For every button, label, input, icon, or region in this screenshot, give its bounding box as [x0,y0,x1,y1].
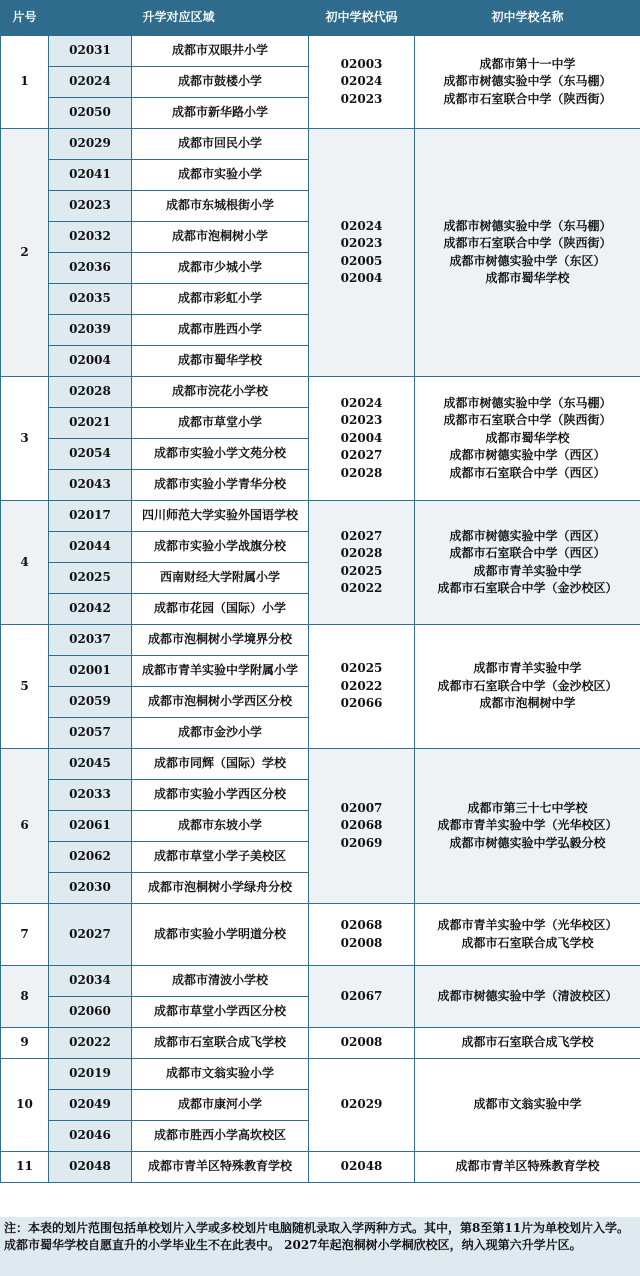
primary-school-name: 成都市双眼井小学 [132,36,309,67]
middle-school-code: 02005 [340,253,383,268]
middle-school-code: 02023 [340,236,383,250]
primary-school-code: 02044 [49,532,132,563]
primary-school-code: 02045 [49,749,132,780]
primary-school-name: 成都市康河小学 [132,1090,309,1121]
middle-school-code: 02008 [340,1035,383,1050]
table-row [1,1028,640,1059]
primary-school-code: 02024 [49,67,132,98]
middle-school-name: 成都市蜀华学校 [485,430,570,445]
primary-school-code: 02033 [49,780,132,811]
middle-school-code: 02007 [340,800,383,815]
primary-school-code: 02062 [49,842,132,873]
middle-school-code: 02024 [340,74,383,89]
primary-school-code: 02031 [49,36,132,67]
primary-school-name: 成都市东坡小学 [132,811,309,842]
middle-school-code: 02008 [340,935,383,950]
primary-school-code: 02034 [49,966,132,997]
middle-school-codes [309,501,415,625]
middle-school-names [415,501,640,625]
primary-school-name: 成都市浣花小学校 [132,377,309,408]
middle-school-codes [309,1152,415,1183]
primary-school-code: 02029 [49,129,132,160]
primary-school-name: 成都市石室联合成飞学校 [132,1028,309,1059]
primary-school-code: 02060 [49,997,132,1028]
primary-school-name: 成都市彩虹小学 [132,284,309,315]
table-row [1,129,640,160]
primary-school-name: 成都市文翁实验小学 [132,1059,309,1090]
primary-school-name: 成都市胜西小学 [132,315,309,346]
primary-school-code: 02046 [49,1121,132,1152]
middle-school-name: 成都市树德实验中学（东马棚） [443,218,612,233]
middle-school-name: 成都市树德实验中学（东区） [449,253,606,268]
middle-school-code: 02068 [340,918,383,932]
primary-school-code: 02028 [49,377,132,408]
middle-school-code: 02066 [340,696,383,711]
middle-school-code: 02028 [340,465,383,480]
primary-school-name: 西南财经大学附属小学 [132,563,309,594]
primary-school-name: 成都市实验小学青华分校 [132,470,309,501]
middle-school-codes [309,749,415,904]
primary-school-name: 成都市草堂小学子美校区 [132,842,309,873]
table-row [1,36,640,67]
primary-school-code: 02041 [49,160,132,191]
middle-school-names [415,625,640,749]
middle-school-code: 02022 [340,678,383,693]
middle-school-codes [309,36,415,129]
primary-school-name: 成都市实验小学西区分校 [132,780,309,811]
primary-school-code: 02021 [49,408,132,439]
header-middle-code: 初中学校代码 [309,1,415,36]
middle-school-codes [309,377,415,501]
primary-school-name: 成都市草堂小学西区分校 [132,997,309,1028]
table-row [1,501,640,532]
primary-school-code: 02030 [49,873,132,904]
middle-school-code: 02029 [340,1097,383,1112]
middle-school-names [415,1028,640,1059]
middle-school-name: 成都市树德实验中学（清波校区） [437,988,618,1003]
middle-school-name: 成都市第十一中学 [479,56,576,71]
primary-school-name: 成都市东城根街小学 [132,191,309,222]
primary-school-code: 02037 [49,625,132,656]
middle-school-names [415,904,640,966]
primary-school-name: 成都市实验小学文苑分校 [132,439,309,470]
primary-school-name: 成都市金沙小学 [132,718,309,749]
middle-school-name: 成都市树德实验中学（西区） [449,528,606,543]
middle-school-name: 成都市青羊实验中学 [473,661,582,676]
primary-school-name: 成都市胜西小学高坎校区 [132,1121,309,1152]
middle-school-name: 成都市石室联合成飞学校 [461,1035,594,1050]
middle-school-name: 成都市泡桐树中学 [479,696,576,711]
table-header-row [1,1,640,36]
middle-school-code: 02024 [340,395,383,410]
middle-school-code: 02023 [340,91,383,106]
middle-school-names [415,1152,640,1183]
zone-number: 3 [1,377,49,501]
zone-number: 5 [1,625,49,749]
middle-school-name: 成都市石室联合中学（陕西街） [443,413,612,428]
middle-school-code: 02069 [340,835,383,850]
zone-number: 2 [1,129,49,377]
middle-school-code: 02004 [340,430,383,445]
middle-school-name: 成都市石室联合中学（金沙校区） [437,581,618,595]
primary-school-name: 成都市实验小学 [132,160,309,191]
middle-school-code: 02003 [340,56,383,71]
middle-school-name: 成都市青羊实验中学 [473,563,582,578]
middle-school-name: 成都市石室联合中学（陕西街） [443,91,612,106]
primary-school-code: 02050 [49,98,132,129]
middle-school-code: 02025 [340,661,383,676]
primary-school-code: 02023 [49,191,132,222]
table-row [1,377,640,408]
middle-school-codes [309,129,415,377]
header-zone-number: 片号 [1,1,49,36]
primary-school-code: 02042 [49,594,132,625]
middle-school-name: 成都市石室联合中学（西区） [449,546,606,560]
middle-school-codes [309,1028,415,1059]
zone-number: 4 [1,501,49,625]
middle-school-name: 成都市青羊实验中学（光华校区） [437,818,618,833]
middle-school-name: 成都市树德实验中学（西区） [449,448,606,463]
primary-school-code: 02057 [49,718,132,749]
middle-school-name: 成都市蜀华学校 [485,271,570,285]
primary-school-name: 成都市青羊实验中学附属小学 [132,656,309,687]
middle-school-names [415,36,640,129]
middle-school-names [415,1059,640,1152]
middle-school-code: 02023 [340,413,383,428]
middle-school-name: 成都市石室联合中学（金沙校区） [437,678,618,693]
middle-school-code: 02004 [340,271,383,285]
middle-school-code: 02025 [340,563,383,578]
middle-school-codes [309,625,415,749]
middle-school-names [415,377,640,501]
primary-school-code: 02027 [49,904,132,966]
primary-school-name: 成都市青羊区特殊教育学校 [132,1152,309,1183]
middle-school-names [415,749,640,904]
zone-number: 7 [1,904,49,966]
primary-school-code: 02035 [49,284,132,315]
middle-school-code: 02067 [340,988,383,1003]
primary-school-name: 成都市泡桐树小学绿舟分校 [132,873,309,904]
primary-school-code: 02036 [49,253,132,284]
primary-school-name: 成都市蜀华学校 [132,346,309,377]
middle-school-code: 02022 [340,581,383,595]
middle-school-name: 成都市青羊实验中学（光华校区） [437,918,618,932]
middle-school-names [415,129,640,377]
primary-school-name: 四川师范大学实验外国语学校 [132,501,309,532]
primary-school-code: 02017 [49,501,132,532]
header-middle-name: 初中学校名称 [415,1,640,36]
header-primary-area: 升学对应区域 [49,1,309,36]
zone-number: 9 [1,1028,49,1059]
primary-school-code: 02025 [49,563,132,594]
primary-school-code: 02001 [49,656,132,687]
primary-school-name: 成都市花园（国际）小学 [132,594,309,625]
primary-school-name: 成都市草堂小学 [132,408,309,439]
table-row [1,904,640,966]
table-row [1,966,640,997]
primary-school-code: 02004 [49,346,132,377]
middle-school-code: 02024 [340,218,383,233]
middle-school-codes [309,1059,415,1152]
primary-school-code: 02039 [49,315,132,346]
primary-school-name: 成都市泡桐树小学西区分校 [132,687,309,718]
middle-school-name: 成都市树德实验中学（东马棚） [443,74,612,89]
middle-school-names [415,966,640,1028]
primary-school-name: 成都市新华路小学 [132,98,309,129]
primary-school-code: 02019 [49,1059,132,1090]
zone-number: 8 [1,966,49,1028]
primary-school-code: 02048 [49,1152,132,1183]
middle-school-name: 成都市文翁实验中学 [473,1097,582,1112]
zone-number: 10 [1,1059,49,1152]
middle-school-name: 成都市树德实验中学（东马棚） [443,395,612,410]
primary-school-code: 02049 [49,1090,132,1121]
middle-school-name: 成都市青羊区特殊教育学校 [455,1159,600,1174]
primary-school-name: 成都市实验小学明道分校 [132,904,309,966]
middle-school-name: 成都市第三十七中学校 [467,800,588,815]
middle-school-codes [309,904,415,966]
primary-school-code: 02054 [49,439,132,470]
primary-school-name: 成都市少城小学 [132,253,309,284]
primary-school-code: 02022 [49,1028,132,1059]
primary-school-code: 02043 [49,470,132,501]
middle-school-name: 成都市石室联合成飞学校 [461,935,594,950]
middle-school-code: 02048 [340,1159,383,1174]
primary-school-code: 02059 [49,687,132,718]
middle-school-name: 成都市树德实验中学弘毅分校 [449,835,606,850]
primary-school-name: 成都市同辉（国际）学校 [132,749,309,780]
zone-number: 6 [1,749,49,904]
zone-number: 1 [1,36,49,129]
primary-school-name: 成都市泡桐树小学 [132,222,309,253]
middle-school-codes [309,966,415,1028]
middle-school-name: 成都市石室联合中学（西区） [449,465,606,480]
middle-school-code: 02068 [340,818,383,833]
footnote: 注：本表的划片范围包括单校划片入学或多校划片电脑随机录取入学两种方式。其中，第8至第11片为单校划片入学。成都市蜀华学校自愿直升的小学毕业生不在此表中。 2027年起泡桐树小学桐欣校区，纳入现第六升学片区。 [0,1217,640,1276]
middle-school-name: 成都市石室联合中学（陕西街） [443,236,612,250]
primary-school-code: 02032 [49,222,132,253]
middle-school-code: 02028 [340,546,383,560]
primary-school-code: 02061 [49,811,132,842]
middle-school-code: 02027 [340,448,383,463]
primary-school-name: 成都市实验小学战旗分校 [132,532,309,563]
middle-school-code: 02027 [340,528,383,543]
table-row [1,625,640,656]
table-row [1,1059,640,1090]
primary-school-name: 成都市清波小学校 [132,966,309,997]
table-row [1,1152,640,1183]
table-row [1,749,640,780]
primary-school-name: 成都市回民小学 [132,129,309,160]
primary-school-name: 成都市泡桐树小学境界分校 [132,625,309,656]
primary-school-name: 成都市鼓楼小学 [132,67,309,98]
zone-number: 11 [1,1152,49,1183]
